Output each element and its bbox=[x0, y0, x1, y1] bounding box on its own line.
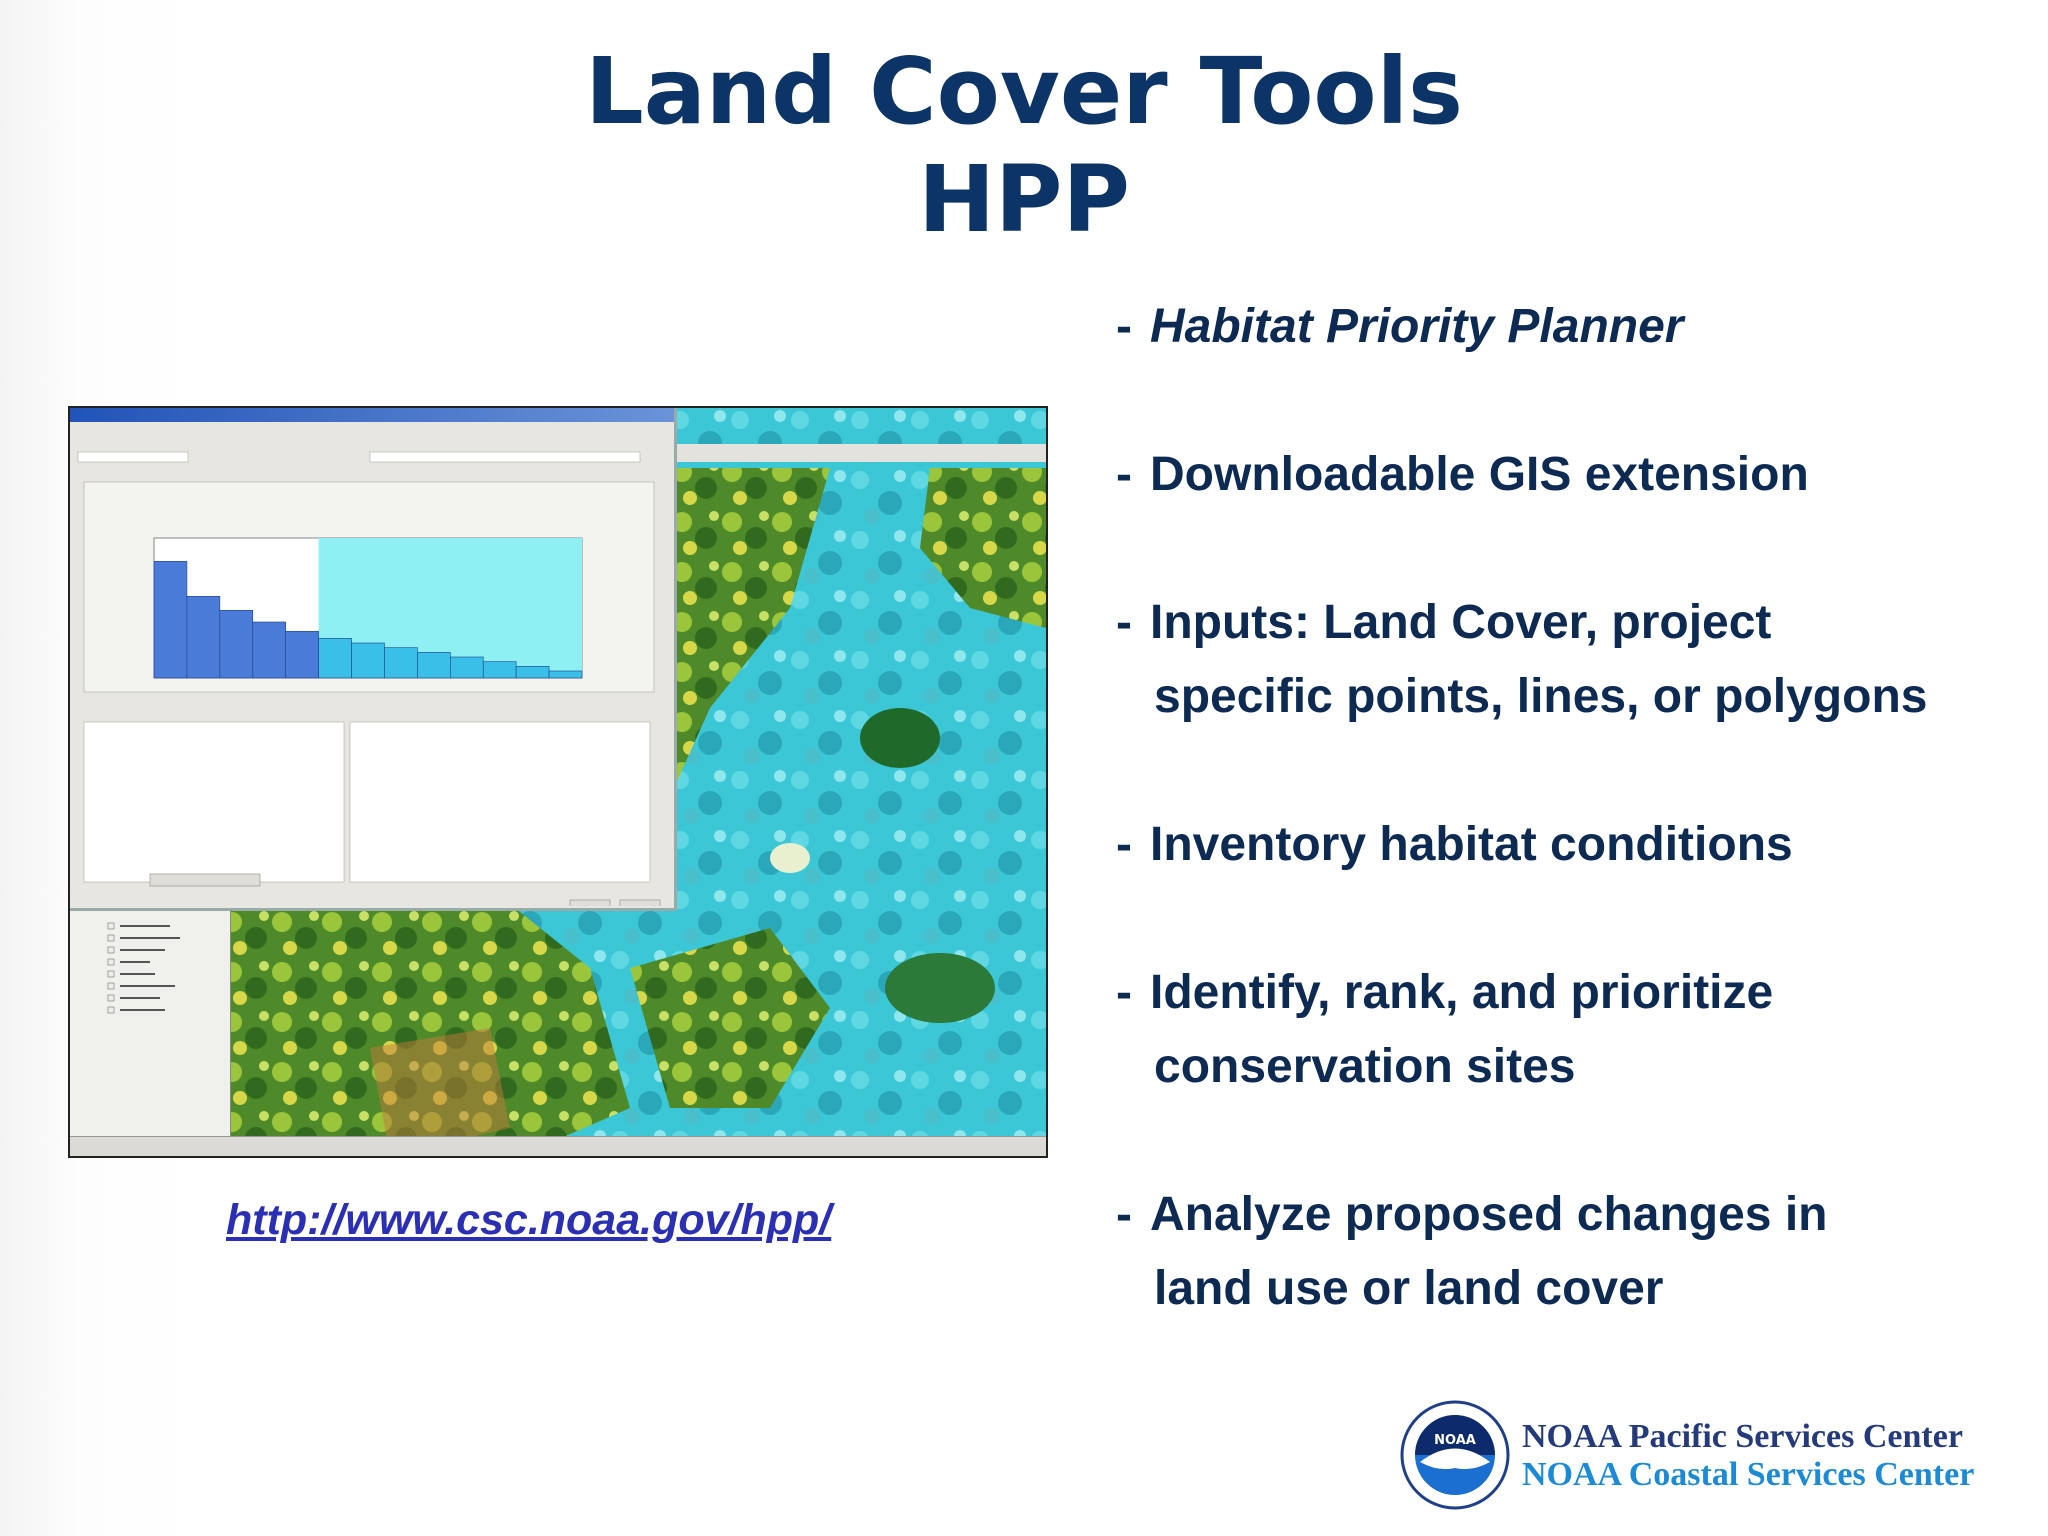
bullet-item-habitat-priority-planner: - Habitat Priority Planner bbox=[1116, 300, 1684, 353]
bullet-item-analyze-changes: - Analyze proposed changes in land use or land cover bbox=[1116, 1178, 1827, 1326]
hpp-software-screenshot bbox=[68, 406, 1048, 1158]
dialog-titlebar bbox=[70, 408, 674, 422]
org-name-pacific: NOAA Pacific Services Center bbox=[1522, 1418, 1963, 1455]
histogram-bar bbox=[483, 662, 516, 678]
histogram-bar bbox=[352, 643, 385, 678]
histogram-bar bbox=[450, 657, 483, 678]
histogram-bar bbox=[549, 671, 582, 678]
histogram-bar bbox=[516, 666, 549, 678]
bullet-text-continued: specific points, lines, or polygons bbox=[1154, 670, 1928, 723]
histogram-bar bbox=[154, 561, 187, 678]
bullet-text: Inputs: Land Cover, project bbox=[1150, 596, 1772, 649]
bullet-text: Identify, rank, and prioritize bbox=[1150, 966, 1774, 1019]
histogram-bar bbox=[319, 638, 352, 678]
bullet-item-inputs: - Inputs: Land Cover, project specific points, lines, or polygons bbox=[1116, 586, 1927, 734]
histogram-bar bbox=[220, 610, 253, 678]
org-name-coastal: NOAA Coastal Services Center bbox=[1522, 1456, 1975, 1493]
histogram-bar bbox=[384, 648, 417, 678]
habitat-priority-planner-dialog bbox=[70, 408, 677, 911]
histogram-bar bbox=[286, 631, 319, 678]
slide-title-line1: Land Cover Tools bbox=[585, 38, 1463, 145]
bullet-item-downloadable-extension: - Downloadable GIS extension bbox=[1116, 448, 1809, 501]
histogram-bar bbox=[417, 652, 450, 678]
table-of-contents-panel bbox=[70, 911, 231, 1156]
bullet-text: Analyze proposed changes in bbox=[1150, 1188, 1828, 1241]
bullet-text-continued: conservation sites bbox=[1154, 1040, 1576, 1093]
bullet-item-inventory: - Inventory habitat conditions bbox=[1116, 818, 1793, 871]
histogram-dialog-content bbox=[70, 422, 670, 906]
histogram-bar bbox=[187, 596, 220, 678]
bullet-text: Inventory habitat conditions bbox=[1150, 818, 1793, 871]
map-toolbar bbox=[674, 444, 1046, 462]
drawing-toolbar bbox=[70, 1136, 1046, 1157]
bullet-text: Downloadable GIS extension bbox=[1150, 448, 1809, 501]
bullet-text: Habitat Priority Planner bbox=[1150, 300, 1684, 353]
bullet-text-continued: land use or land cover bbox=[1154, 1262, 1664, 1315]
noaa-logo bbox=[1400, 1400, 1510, 1510]
slide-title-line2: HPP bbox=[918, 146, 1130, 253]
bullet-item-identify-rank: - Identify, rank, and prioritize conservation sites bbox=[1116, 956, 1773, 1104]
logo-emblem-text: NOAA bbox=[1434, 1433, 1476, 1448]
hpp-website-link[interactable]: http://www.csc.noaa.gov/hpp/ bbox=[226, 1196, 832, 1244]
histogram-bar bbox=[253, 622, 286, 678]
